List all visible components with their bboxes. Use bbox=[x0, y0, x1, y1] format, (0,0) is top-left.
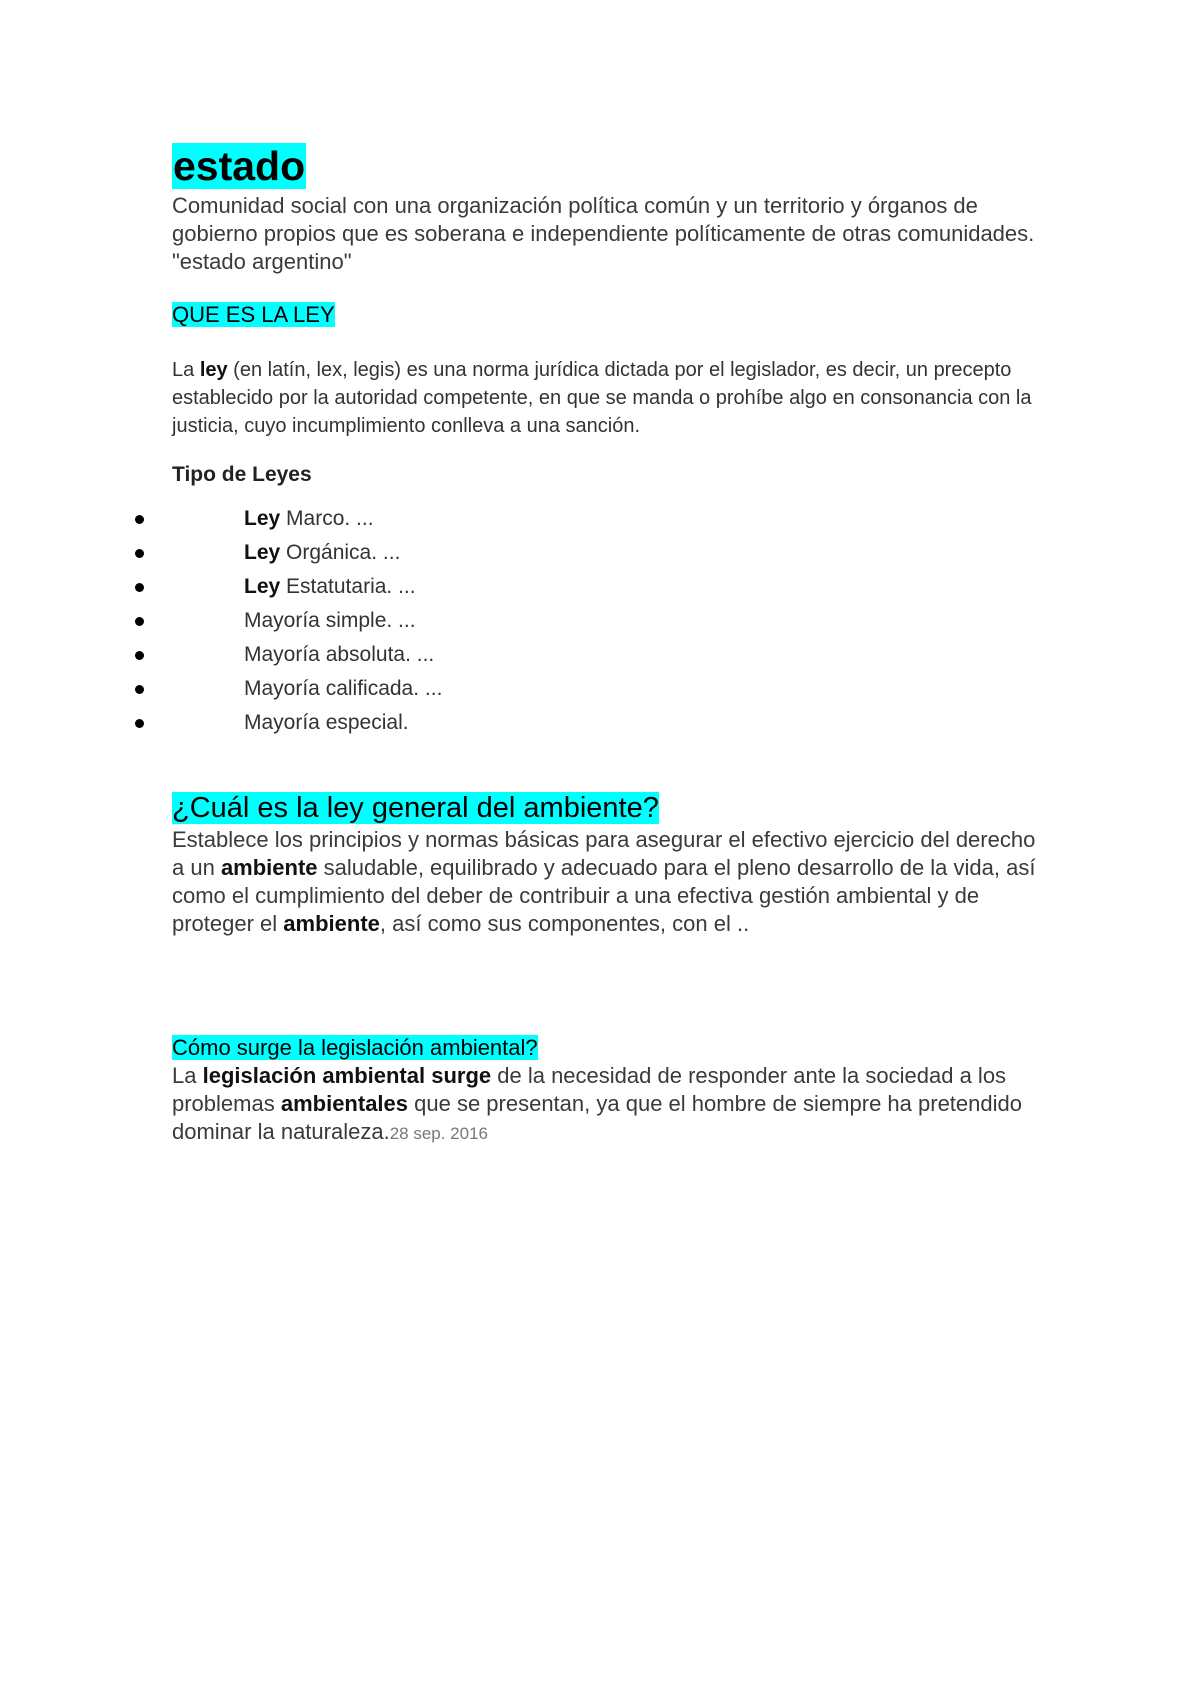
estado-example: "estado argentino" bbox=[172, 249, 352, 274]
heading-que-es-la-ley: QUE ES LA LEY bbox=[172, 302, 335, 327]
bullet-icon bbox=[135, 651, 144, 660]
list-item: Mayoría calificada. ... bbox=[172, 672, 1052, 706]
ley-paragraph: La ley (en latín, lex, legis) es una norma jurídica dictada por el legislador, es decir, un precepto establecido por la autoridad competente, en que se manda o prohíbe algo en consonancia con la justicia, cuyo incumplimiento conlleva a una sanción. bbox=[172, 359, 1032, 437]
bullet-icon bbox=[135, 515, 144, 524]
ambiente-paragraph: Establece los principios y normas básicas para asegurar el efectivo ejercicio del derecho a un ambiente saludable, equilibrado y adecuado para el pleno desarrollo de la vida, así como el cumplimiento del deber de contribuir a una efectiva gestión ambiental y de proteger el ambiente, así como sus componentes, con el .. bbox=[172, 827, 1036, 936]
title-estado bbox=[172, 140, 1052, 192]
list-item: Mayoría absoluta. ... bbox=[172, 638, 1052, 672]
bullet-icon bbox=[135, 685, 144, 694]
list-item: Ley Marco. ... bbox=[172, 502, 1052, 536]
heading-ley-general-ambiente: ¿Cuál es la ley general del ambiente? bbox=[172, 792, 659, 824]
legislacion-paragraph: La legislación ambiental surge de la necesidad de responder ante la sociedad a los problemas ambientales que se presentan, ya que el hombre de siempre ha pretendido dominar la naturaleza.28 sep. 2016 bbox=[172, 1063, 1022, 1144]
tipo-de-leyes-list bbox=[172, 502, 1052, 740]
tipo-de-leyes-title: Tipo de Leyes bbox=[172, 463, 312, 486]
bullet-icon bbox=[135, 719, 144, 728]
list-item: Mayoría simple. ... bbox=[172, 604, 1052, 638]
list-item: Mayoría especial. bbox=[172, 706, 1052, 740]
heading-legislacion-ambiental: Cómo surge la legislación ambiental? bbox=[172, 1035, 538, 1060]
bullet-icon bbox=[135, 583, 144, 592]
document-page bbox=[172, 140, 1052, 1148]
highlight-estado: estado bbox=[173, 143, 306, 189]
date-label: 28 sep. 2016 bbox=[389, 1124, 488, 1143]
bullet-icon bbox=[135, 549, 144, 558]
list-item: Ley Orgánica. ... bbox=[172, 536, 1052, 570]
list-item: Ley Estatutaria. ... bbox=[172, 570, 1052, 604]
bullet-icon bbox=[135, 617, 144, 626]
estado-definition: Comunidad social con una organización política común y un territorio y órganos de gobierno propios que es soberana e independiente políticamente de otras comunidades. bbox=[172, 193, 1035, 246]
